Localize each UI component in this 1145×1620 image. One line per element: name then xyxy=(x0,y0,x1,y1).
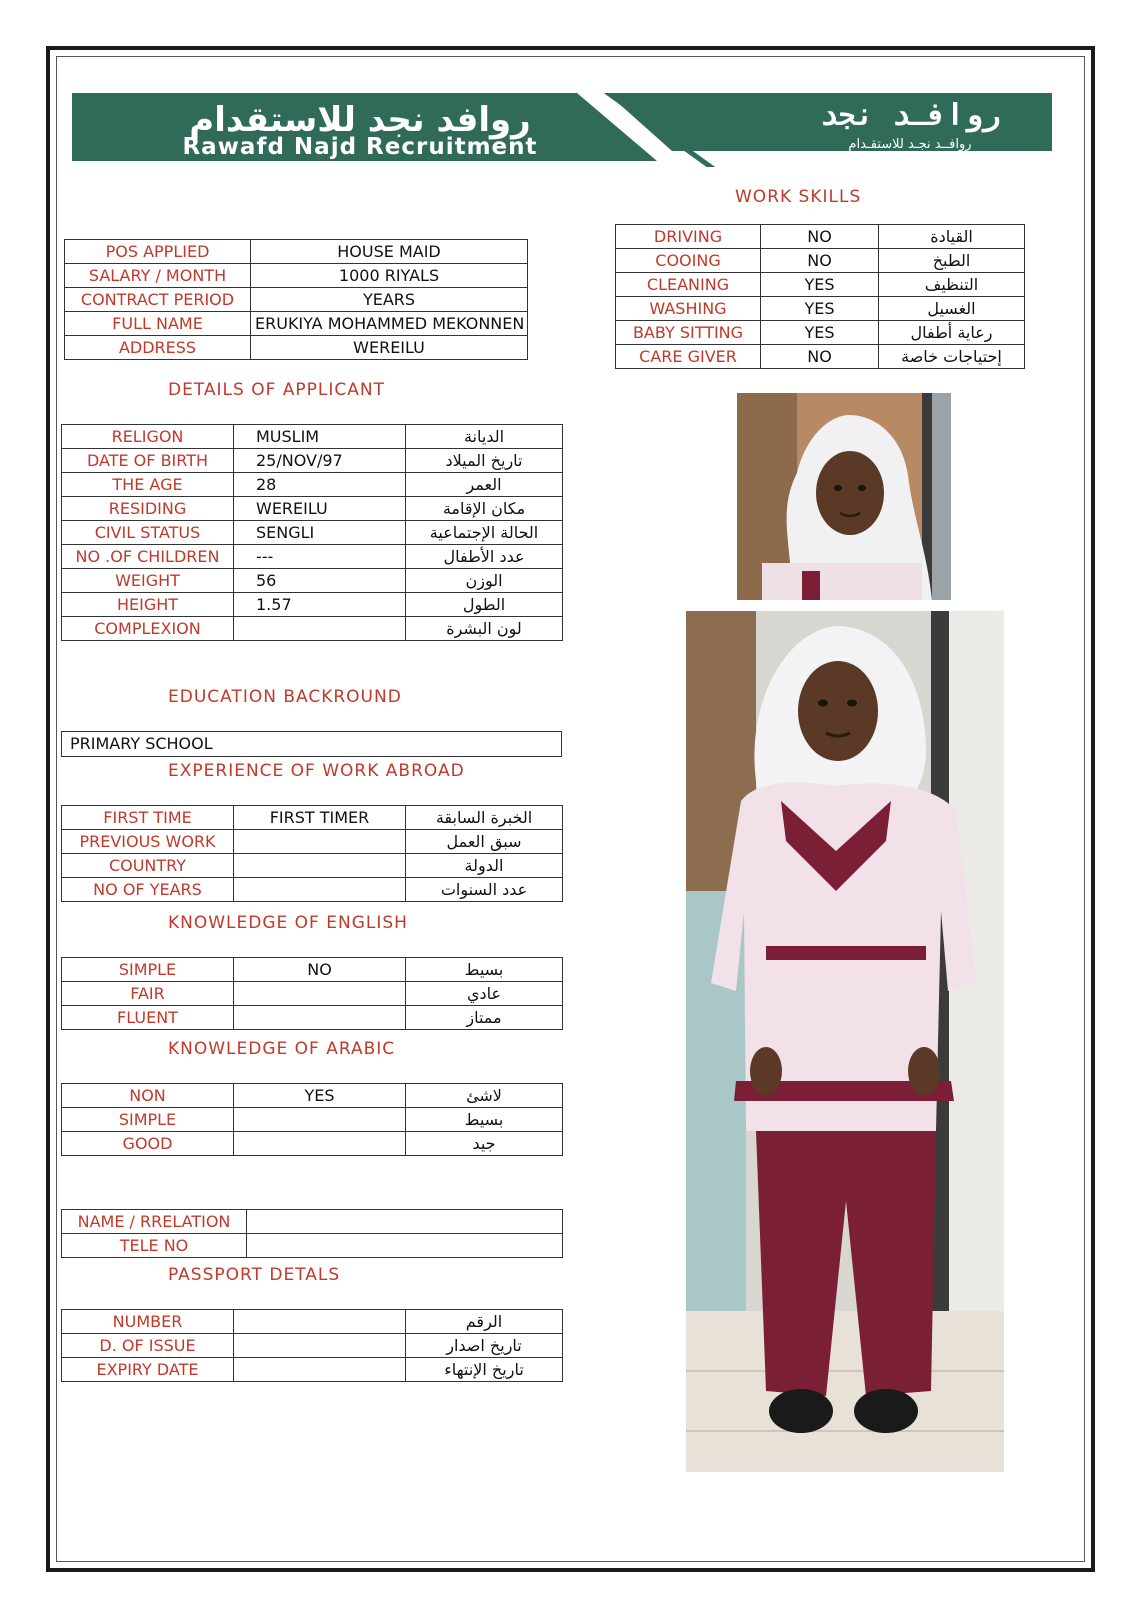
experience-heading: EXPERIENCE OF WORK ABROAD xyxy=(168,761,465,781)
full-body-photo xyxy=(686,611,1004,1472)
application-value: ERUKIYA MOHAMMED MEKONNEN xyxy=(251,312,528,336)
detail-label: RESIDING xyxy=(62,497,234,521)
experience-label-arabic: سبق العمل xyxy=(406,830,563,854)
detail-label-arabic: تاريخ الميلاد xyxy=(406,449,563,473)
detail-value: 1.57 xyxy=(234,593,406,617)
arabic-heading: KNOWLEDGE OF ARABIC xyxy=(168,1039,396,1059)
skill-label: DRIVING xyxy=(616,225,761,249)
experience-label: FIRST TIME xyxy=(62,806,234,830)
detail-label: NO .OF CHILDREN xyxy=(62,545,234,569)
english-label: SIMPLE xyxy=(62,958,234,982)
passport-value xyxy=(234,1310,406,1334)
detail-label: THE AGE xyxy=(62,473,234,497)
detail-label: COMPLEXION xyxy=(62,617,234,641)
detail-value: --- xyxy=(234,545,406,569)
experience-label-arabic: عدد السنوات xyxy=(406,878,563,902)
arabic-row xyxy=(62,1132,563,1156)
skill-value: YES xyxy=(761,321,879,345)
skill-label-arabic: التنظيف xyxy=(879,273,1025,297)
skill-label: COOING xyxy=(616,249,761,273)
arabic-label: GOOD xyxy=(62,1132,234,1156)
application-label: ADDRESS xyxy=(65,336,251,360)
arabic-label-arabic: لاشئ xyxy=(406,1084,563,1108)
application-table xyxy=(64,239,528,360)
application-row xyxy=(65,240,528,264)
skill-label: CLEANING xyxy=(616,273,761,297)
arabic-label-arabic: جيد xyxy=(406,1132,563,1156)
detail-value: 25/NOV/97 xyxy=(234,449,406,473)
brand-logo-subtitle: روافــد نجـد للاستقـدام xyxy=(848,137,972,152)
arabic-label-arabic: بسيط xyxy=(406,1108,563,1132)
brand-name-english: Rawafd Najd Recruitment xyxy=(182,134,538,160)
experience-row xyxy=(62,878,563,902)
skill-label: BABY SITTING xyxy=(616,321,761,345)
application-value: HOUSE MAID xyxy=(251,240,528,264)
detail-label-arabic: لون البشرة xyxy=(406,617,563,641)
experience-value: FIRST TIMER xyxy=(234,806,406,830)
english-value: NO xyxy=(234,958,406,982)
passport-row xyxy=(62,1310,563,1334)
detail-label: DATE OF BIRTH xyxy=(62,449,234,473)
detail-value: 56 xyxy=(234,569,406,593)
english-label-arabic: ممتاز xyxy=(406,1006,563,1030)
brand-logo: روافـد نجد xyxy=(819,98,1001,133)
detail-label-arabic: مكان الإقامة xyxy=(406,497,563,521)
detail-row xyxy=(62,593,563,617)
detail-label: RELIGON xyxy=(62,425,234,449)
experience-label: COUNTRY xyxy=(62,854,234,878)
english-value xyxy=(234,982,406,1006)
detail-label: CIVIL STATUS xyxy=(62,521,234,545)
application-value: 1000 RIYALS xyxy=(251,264,528,288)
detail-value: 28 xyxy=(234,473,406,497)
detail-label-arabic: الوزن xyxy=(406,569,563,593)
experience-value xyxy=(234,878,406,902)
passport-heading: PASSPORT DETALS xyxy=(168,1265,341,1285)
english-row xyxy=(62,958,563,982)
passport-label-arabic: تاريخ اصدار xyxy=(406,1334,563,1358)
application-label: FULL NAME xyxy=(65,312,251,336)
application-value: WEREILU xyxy=(251,336,528,360)
education-value: PRIMARY SCHOOL xyxy=(61,731,562,757)
brand-name-arabic: روافد نجد للاستقدام xyxy=(189,100,531,140)
skill-label-arabic: الغسيل xyxy=(879,297,1025,321)
work-skills-table xyxy=(615,224,1025,369)
skill-label-arabic: القيادة xyxy=(879,225,1025,249)
skill-row xyxy=(616,225,1025,249)
skill-label-arabic: الطبخ xyxy=(879,249,1025,273)
detail-value: WEREILU xyxy=(234,497,406,521)
contact-value xyxy=(247,1234,563,1258)
skill-row xyxy=(616,273,1025,297)
experience-value xyxy=(234,854,406,878)
detail-label-arabic: الحالة الإجتماعية xyxy=(406,521,563,545)
work-skills-heading: WORK SKILLS xyxy=(735,187,862,207)
english-label-arabic: عادي xyxy=(406,982,563,1006)
skill-label-arabic: إحتياجات خاصة xyxy=(879,345,1025,369)
application-label: CONTRACT PERIOD xyxy=(65,288,251,312)
skill-row xyxy=(616,297,1025,321)
arabic-value xyxy=(234,1108,406,1132)
detail-label-arabic: العمر xyxy=(406,473,563,497)
experience-row xyxy=(62,806,563,830)
application-label: SALARY / MONTH xyxy=(65,264,251,288)
passport-label: EXPIRY DATE xyxy=(62,1358,234,1382)
passport-label: D. OF ISSUE xyxy=(62,1334,234,1358)
skill-value: NO xyxy=(761,345,879,369)
experience-value xyxy=(234,830,406,854)
passport-label-arabic: تاريخ الإنتهاء xyxy=(406,1358,563,1382)
contact-label: TELE NO xyxy=(62,1234,247,1258)
english-table xyxy=(61,957,563,1030)
passport-row xyxy=(62,1358,563,1382)
detail-label: HEIGHT xyxy=(62,593,234,617)
passport-label-arabic: الرقم xyxy=(406,1310,563,1334)
detail-label-arabic: الطول xyxy=(406,593,563,617)
passport-value xyxy=(234,1358,406,1382)
detail-row xyxy=(62,473,563,497)
english-label-arabic: بسيط xyxy=(406,958,563,982)
skill-label: WASHING xyxy=(616,297,761,321)
arabic-row xyxy=(62,1108,563,1132)
application-row xyxy=(65,264,528,288)
experience-label-arabic: الدولة xyxy=(406,854,563,878)
english-label: FLUENT xyxy=(62,1006,234,1030)
arabic-row xyxy=(62,1084,563,1108)
contact-label: NAME / RRELATION xyxy=(62,1210,247,1234)
passport-value xyxy=(234,1334,406,1358)
details-heading: DETAILS OF APPLICANT xyxy=(168,380,385,400)
passport-table xyxy=(61,1309,563,1382)
skill-row xyxy=(616,345,1025,369)
skill-value: NO xyxy=(761,249,879,273)
application-row xyxy=(65,312,528,336)
passport-label: NUMBER xyxy=(62,1310,234,1334)
english-heading: KNOWLEDGE OF ENGLISH xyxy=(168,913,408,933)
application-value: YEARS xyxy=(251,288,528,312)
detail-row xyxy=(62,449,563,473)
detail-label: WEIGHT xyxy=(62,569,234,593)
experience-row xyxy=(62,830,563,854)
skill-row xyxy=(616,249,1025,273)
arabic-label: NON xyxy=(62,1084,234,1108)
skill-value: NO xyxy=(761,225,879,249)
detail-value xyxy=(234,617,406,641)
detail-row xyxy=(62,617,563,641)
details-table xyxy=(61,424,563,641)
skill-value: YES xyxy=(761,297,879,321)
skill-row xyxy=(616,321,1025,345)
application-row xyxy=(65,336,528,360)
experience-label: PREVIOUS WORK xyxy=(62,830,234,854)
detail-row xyxy=(62,521,563,545)
education-heading: EDUCATION BACKROUND xyxy=(168,687,402,707)
application-row xyxy=(65,288,528,312)
arabic-value xyxy=(234,1132,406,1156)
experience-row xyxy=(62,854,563,878)
detail-row xyxy=(62,497,563,521)
experience-label: NO OF YEARS xyxy=(62,878,234,902)
contact-table xyxy=(61,1209,563,1258)
english-row xyxy=(62,982,563,1006)
detail-row xyxy=(62,569,563,593)
arabic-label: SIMPLE xyxy=(62,1108,234,1132)
english-row xyxy=(62,1006,563,1030)
contact-row xyxy=(62,1234,563,1258)
experience-table xyxy=(61,805,563,902)
english-label: FAIR xyxy=(62,982,234,1006)
detail-row xyxy=(62,545,563,569)
skill-value: YES xyxy=(761,273,879,297)
detail-label-arabic: عدد الأطفال xyxy=(406,545,563,569)
portrait-photo xyxy=(737,393,951,600)
detail-value: SENGLI xyxy=(234,521,406,545)
skill-label-arabic: رعاية أطفال xyxy=(879,321,1025,345)
arabic-value: YES xyxy=(234,1084,406,1108)
arabic-table xyxy=(61,1083,563,1156)
contact-value xyxy=(247,1210,563,1234)
application-label: POS APPLIED xyxy=(65,240,251,264)
detail-label-arabic: الديانة xyxy=(406,425,563,449)
experience-label-arabic: الخبرة السابقة xyxy=(406,806,563,830)
contact-row xyxy=(62,1210,563,1234)
english-value xyxy=(234,1006,406,1030)
skill-label: CARE GIVER xyxy=(616,345,761,369)
passport-row xyxy=(62,1334,563,1358)
detail-value: MUSLIM xyxy=(234,425,406,449)
detail-row xyxy=(62,425,563,449)
